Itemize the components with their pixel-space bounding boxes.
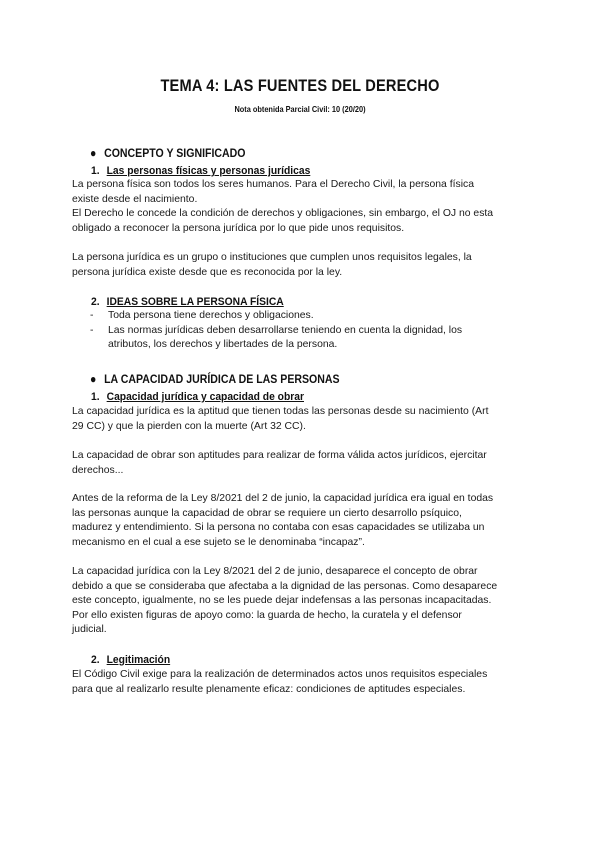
dash-marker: - — [90, 310, 94, 321]
document-title: TEMA 4: LAS FUENTES DEL DERECHO — [160, 76, 440, 95]
text-line: obligado a reconocer la persona jurídica por lo que pide unos requisitos. — [72, 222, 405, 234]
text-line: Las normas jurídicas deben desarrollarse teniendo en cuenta la dignidad, los — [108, 324, 463, 336]
dash-marker: - — [90, 324, 94, 336]
text-line: este concepto, igualmente, no se les puede dejar indefensas a las personas incapacitadas. — [72, 595, 492, 607]
subsection-heading — [91, 296, 284, 308]
bullet-icon: ● — [90, 372, 97, 386]
subsection-heading — [91, 165, 310, 177]
subsection-heading-text: IDEAS SOBRE LA PERSONA FÍSICA — [106, 296, 284, 308]
text-line: judicial. — [72, 624, 107, 636]
paragraph — [72, 668, 532, 697]
subsection-heading — [91, 654, 170, 666]
subsection-number: 1. — [91, 165, 100, 177]
text-line: La capacidad jurídica es la aptitud que tienen todas las personas desde su nacimiento (Art — [72, 406, 489, 417]
text-line: La capacidad jurídica con la Ley 8/2021 del 2 de junio, desaparece el concepto de obrar — [72, 566, 478, 577]
subsection-number: 2. — [91, 654, 100, 666]
bullet-list — [90, 309, 530, 353]
subsection-heading-text: Las personas físicas y personas jurídicas — [106, 165, 311, 177]
paragraph — [72, 178, 532, 236]
paragraph — [72, 449, 532, 478]
section-heading-text: CONCEPTO Y SIGNIFICADO — [104, 146, 246, 160]
text-line: las personas aunque la capacidad de obrar se requiere un cierto desarrollo psíquico, — [72, 507, 462, 519]
section-heading-text: LA CAPACIDAD JURÍDICA DE LAS PERSONAS — [104, 372, 340, 386]
text-line: madurez y entendimiento. Si la persona no contaba con esas capacidades se utilizaba un — [72, 522, 485, 534]
text-line: La persona física son todos los seres humanos. Para el Derecho Civil, la persona física — [72, 179, 474, 190]
paragraph — [72, 565, 532, 638]
paragraph — [72, 492, 532, 550]
text-line: existe desde el nacimiento. — [72, 193, 198, 205]
paragraph — [72, 251, 532, 280]
subsection-heading-text: Legitimación — [106, 654, 171, 666]
text-line: mecanismo en el cual a ese sujeto se le denominaba “incapaz”. — [72, 536, 365, 548]
text-line: atributos, los derechos y libertades de la persona. — [108, 339, 338, 351]
subsection-number: 2. — [91, 296, 100, 308]
text-line: para que al realizarlo resulte plenamente eficaz: condiciones de aptitudes especiales. — [72, 683, 466, 695]
text-line: 29 CC) y que la pierden con la muerte (Art 32 CC). — [72, 420, 306, 432]
text-line: El Derecho le concede la condición de derechos y obligaciones, sin embargo, el OJ no esta — [72, 208, 494, 220]
text-line: Antes de la reforma de la Ley 8/2021 del 2 de junio, la capacidad jurídica era igual en todas — [72, 493, 494, 504]
subsection-heading-text: Capacidad jurídica y capacidad de obrar — [106, 391, 304, 403]
subsection-heading — [91, 391, 304, 403]
text-line: La persona jurídica es un grupo o instituciones que cumplen unos requisitos legales, la — [72, 252, 472, 263]
text-line: El Código Civil exige para la realización de determinados actos unos requisitos especiales — [72, 669, 488, 680]
text-line: debido a que se consideraba que afectaba a la dignidad de las personas. Como desaparece — [72, 580, 498, 592]
text-line: Por ello existen figuras de apoyo como: la guarda de hecho, la curatela y el defensor — [72, 609, 462, 621]
paragraph — [72, 405, 532, 434]
text-line: La capacidad de obrar son aptitudes para realizar de forma válida actos jurídicos, ejercitar — [72, 450, 487, 461]
list-item — [90, 309, 530, 324]
text-line: persona jurídica existe desde que es reconocida por la ley. — [72, 266, 343, 278]
section-heading — [90, 146, 245, 160]
text-line: derechos... — [72, 464, 124, 476]
text-line: Toda persona tiene derechos y obligaciones. — [108, 310, 314, 321]
document-subtitle: Nota obtenida Parcial Civil: 10 (20/20) — [234, 104, 366, 114]
list-item — [90, 324, 530, 353]
bullet-icon: ● — [90, 146, 97, 160]
subsection-number: 1. — [91, 391, 100, 403]
section-heading — [90, 372, 340, 386]
